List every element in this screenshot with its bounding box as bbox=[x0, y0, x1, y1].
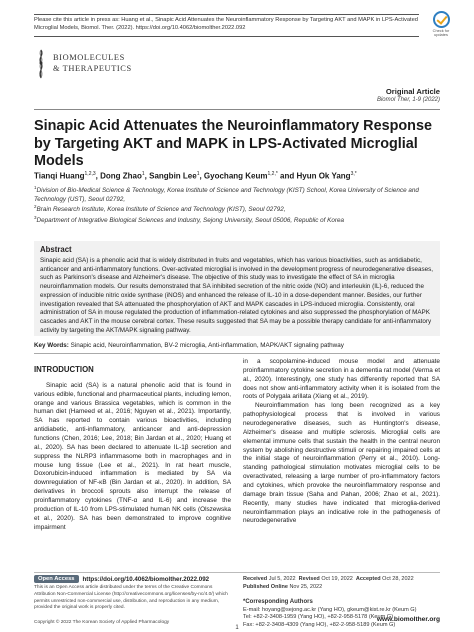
corresponding-heading: *Corresponding Authors bbox=[243, 599, 313, 605]
author-name: Hyun Ok Yang bbox=[296, 171, 351, 181]
article-type-block bbox=[377, 87, 440, 103]
affiliations bbox=[34, 185, 440, 226]
affiliation-number: 2 bbox=[34, 204, 37, 210]
keywords-text: Sinapic acid, Neuroinflammation, BV-2 microglia, Anti-inflammation, MAPK/AKT signaling pathway bbox=[70, 342, 344, 349]
abstract-heading: Abstract bbox=[40, 245, 72, 254]
intro-paragraph-1: Sinapic acid (SA) is a natural phenolic acid that is found in various edible, functional and pharmaceutical plants, including lemon, orange and various Brassica vegetables, which is common in the human diet (Hameed et al., 2016; Nguyen et al., 2021). Importantly, SA has reported to contain various bioactivities, including antidiabetic, anti-inflammatory, anticancer and anti-depression functions (Chen, 2016; Lee, 2018; Bin Jardan et al., 2020; Huang et al., 2020). SA has been declared to attenuate IL-1β secretion and suppress the NLRP3 inflammasome both in macrophages and in mouse lung tissue (Lee et al., 2021). In rat heart muscle, Doxorubicin-induced inflammation is mediated by SA via downregulation of NF-κB (Bin Jardan et al., 2020). In addition, SA derivatives in broccoli sprouts also interrupt the release of proinflammatory cytokines (TNF-α and IL-6) and increase the production of IL-10 from LPS-stimulated human NK cells (Olszewska et al., 2020). SA has been demonstrated to improve cognitive impairment bbox=[34, 381, 231, 531]
author-separator: , bbox=[144, 171, 150, 181]
intro-paragraph-2: in a scopolamine-induced mouse model and attenuate proinflammatory cytokine secretion in a dementia rat model (Verma et al., 2020). Interestingly, one study has differently reported that SA does not show anti-inflammatory activity when it is isolated from the roots of Polygala arillata (Xiang et al., 2019). bbox=[243, 358, 440, 401]
author-separator: , bbox=[95, 171, 101, 181]
keywords bbox=[34, 342, 440, 349]
left-column bbox=[34, 365, 231, 532]
article-type: Original Article bbox=[385, 87, 440, 96]
affiliation-text: Brain Research Institute, Korea Institute of Science and Technology (KIST), Seoul 02792, bbox=[36, 206, 286, 214]
corresponding-fax: Fax: +82-2-3408-4309 (Yang HO), +82-2-958-5189 (Keum G) bbox=[243, 622, 396, 629]
introduction-heading: INTRODUCTION bbox=[34, 365, 94, 374]
affiliation-text: Division of Bio-Medical Science & Technology, Korea Institute of Science and Technology (KIST) School, Korea University of Science and Technology (UST), Seoul 02792, bbox=[34, 187, 419, 203]
journal-name: BIOMOLECULES & THERAPEUTICS bbox=[53, 53, 132, 73]
affiliation-line bbox=[34, 215, 440, 226]
author-list bbox=[34, 171, 357, 181]
journal-website[interactable]: www.biomolther.org bbox=[376, 616, 440, 623]
abstract-text: Sinapic acid (SA) is a phenolic acid that is widely distributed in fruits and vegetables, which has various bioactivities, such as antidiabetic, anticancer and anti-inflammatory functions. Over-activated microglial is involved in the development progress of neurodegenerative diseases, such as Parkinson's disease and Alzheimer's disease. The objective of this study was to investigate the effect of SA in microglia neuroinflammation models. Our results demonstrated that SA inhibited secretion of the nitric oxide (NO) and interleukin (IL)-6, reduced the expression of inducible nitric oxide synthase (iNOS) and enhanced the release of IL-10 in a dose-dependent manner. Besides, our further investigation revealed that SA attenuated the phosphorylation of AKT and MAPK cascades in LPS-induced microglia. Consistently, oral administration of SA in mouse regulated the production of inflammation-related cytokines and also suppressed the phosphorylation of MAPK cascades and AKT in the mouse cerebral cortex. These results suggested that SA may be a possible therapy candidate for anti-inflammatory activity by targeting the AKT/MAPK signaling pathway. bbox=[40, 257, 434, 334]
footer-divider bbox=[34, 572, 440, 573]
author-name: Sangbin Lee bbox=[149, 171, 197, 181]
author-affiliation-marker: 3,* bbox=[350, 171, 357, 177]
abstract-box bbox=[34, 241, 440, 336]
corresponding-tel: Tel: +82-2-3408-1959 (Yang HO), +82-2-958-5178 (Keum G) bbox=[243, 614, 394, 621]
intro-paragraph-3: Neuroinflammation has long been recognized as a key pathophysiological process that is involved in various neurodegenerative diseases, such as Huntington's disease, Alzheimer's disease and multiple sclerosis. Microglial cells are elemental immune cells that sustain the health in the central neuron system by abolishing destructive stimuli or repairing impaired cells at the initial stage of neuroinflammation (Perry et al., 2010). Long-standing pathological stimulation motivates microglial cells to be overactivated, releasing a large number of pro-inflammatory factors and cytokines, which provoke the neuroinflammatory response and damage brain tissue (Saha and Pahan, 2006; Zhao et al., 2021). Recently, many studies have indicated that microglia-derived neuroinflammation plays an indicative role in the pathogenesis of neurodegenerative bbox=[243, 402, 440, 525]
affiliation-line bbox=[34, 204, 440, 215]
keywords-divider bbox=[34, 353, 440, 354]
check-updates-label: Check for updates bbox=[432, 28, 450, 38]
citation-notice: Please cite this article in press as: Huang et al., Sinapic Acid Attenuates the Neuroinflammatory Response by Targeting AKT and MAPK in LPS-Activated Microglial Models, Biomol. Ther. (2022). https://doi.org/10.4062/biomolther.2022.092 bbox=[34, 14, 419, 37]
header-divider bbox=[34, 109, 440, 110]
keywords-label: Key Words: bbox=[34, 342, 69, 349]
corresponding-email[interactable]: E-mail: hoyang@sejong.ac.kr (Yang HO), gkeum@kist.re.kr (Keum G) bbox=[243, 606, 417, 613]
doi-link[interactable]: https://doi.org/10.4062/biomolther.2022.092 bbox=[82, 575, 210, 583]
author-separator: and bbox=[277, 171, 297, 181]
author-affiliation-marker: 1 bbox=[196, 171, 200, 177]
open-access-badge: Open Access bbox=[34, 575, 79, 583]
affiliation-line bbox=[34, 185, 440, 204]
author-separator: , bbox=[199, 171, 204, 181]
journal-citation: Biomol Ther, 1-9 (2022) bbox=[376, 97, 440, 103]
journal-emblem-icon bbox=[34, 49, 48, 79]
right-column bbox=[243, 358, 440, 526]
author-affiliation-marker: 1,2,* bbox=[267, 171, 278, 177]
journal-logo bbox=[34, 48, 132, 80]
open-access-row bbox=[34, 575, 209, 583]
author-affiliation-marker: 1 bbox=[141, 171, 145, 177]
page-number: 1 bbox=[235, 625, 239, 631]
article-dates: Received Jul 5, 2022 Revised Oct 19, 2022 Accepted Oct 28, 2022 Published Online Nov 25, 2022 bbox=[243, 576, 414, 590]
check-for-updates-badge[interactable] bbox=[428, 11, 454, 41]
affiliation-number: 1 bbox=[34, 185, 37, 190]
affiliation-number: 3 bbox=[34, 215, 37, 221]
author-name: Dong Zhao bbox=[100, 171, 142, 181]
article-title: Sinapic Acid Attenuates the Neuroinflammatory Response by Targeting AKT and MAPK in LPS-Activated Microglial Models bbox=[34, 118, 432, 170]
author-name: Gyochang Keum bbox=[203, 171, 268, 181]
copyright: Copyright © 2022 The Korean Society of Applied Pharmacology bbox=[34, 620, 170, 625]
author-affiliation-marker: 1,2,3 bbox=[84, 171, 96, 177]
affiliation-text: Department of Integrative Biological Sciences and Industry, Sejong University, Seoul 05006, Republic of Korea bbox=[36, 217, 344, 225]
author-name: Tianqi Huang bbox=[34, 171, 85, 181]
license-text: This is an Open Access article distributed under the terms of the Creative Commons Attribution Non-Commercial License (http://creativecommons.org/licenses/by-nc/4.0/) which permits unrestricted non-commercial use, distribution, and reproduction in any medium, provided the original work is properly cited. bbox=[34, 585, 228, 611]
check-updates-icon bbox=[433, 11, 450, 28]
